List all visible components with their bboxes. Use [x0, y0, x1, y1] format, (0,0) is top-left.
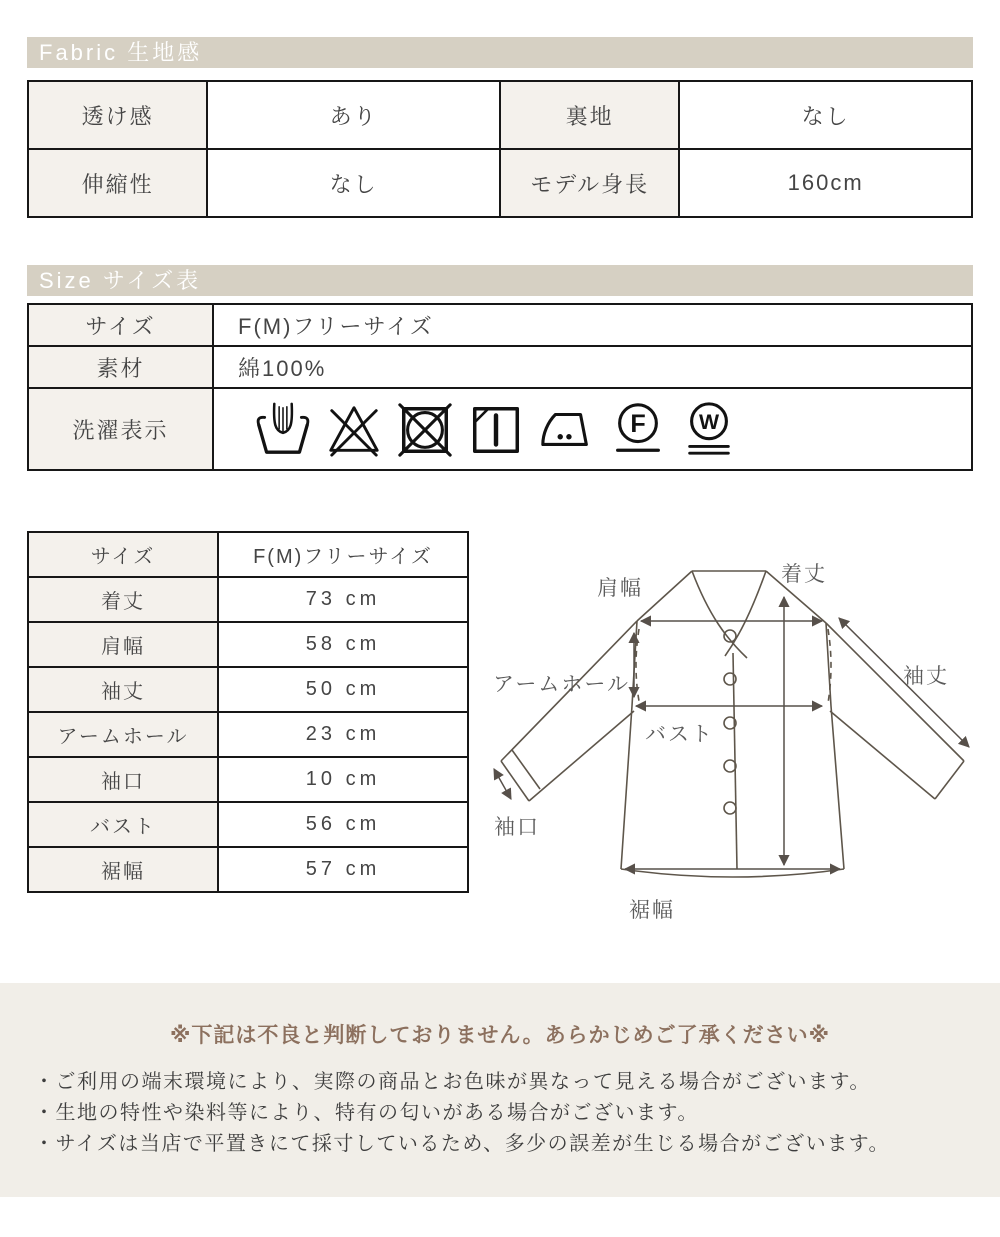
diagram-label-bust: バスト	[645, 723, 714, 746]
measure-value: 73 cm	[218, 577, 468, 622]
measurements-section	[27, 531, 973, 931]
material-label: 素材	[28, 346, 213, 388]
measure-value: 58 cm	[218, 622, 468, 667]
table-row	[28, 847, 468, 892]
measurements-table	[27, 531, 469, 893]
measure-value: 50 cm	[218, 667, 468, 712]
measure-label: 袖口	[28, 757, 218, 802]
iron-medium-2dots-icon	[538, 399, 596, 459]
table-row	[28, 802, 468, 847]
diagram-label-shoulder: 肩幅	[597, 577, 643, 600]
fabric-value: 160cm	[679, 149, 972, 217]
cuff-arrow	[494, 769, 511, 799]
measure-label: 袖丈	[28, 667, 218, 712]
do-not-bleach-icon	[325, 399, 383, 459]
table-row	[28, 149, 972, 217]
table-row	[28, 346, 972, 388]
measure-value: F(M)フリーサイズ	[218, 532, 468, 577]
shirt-outline	[501, 571, 964, 877]
fabric-section-title: Fabric 生地感	[39, 40, 203, 65]
professional-dry-clean-F-icon	[609, 399, 667, 459]
do-not-tumble-dry-icon	[396, 399, 454, 459]
measure-value: 57 cm	[218, 847, 468, 892]
notice-bullet: ・サイズは当店で平置きにて採寸しているため、多少の誤差が生じる場合がございます。	[34, 1133, 890, 1155]
material-value: 綿100%	[213, 346, 972, 388]
care-icons	[238, 399, 971, 459]
fabric-value: なし	[679, 81, 972, 149]
measure-label: バスト	[28, 802, 218, 847]
fabric-value: あり	[207, 81, 500, 149]
table-row	[28, 81, 972, 149]
table-row	[28, 622, 468, 667]
diagram-label-armhole: アームホール	[493, 673, 630, 696]
svg-text:W: W	[698, 410, 720, 434]
size-info-table	[27, 303, 973, 471]
fabric-label: 透け感	[28, 81, 207, 149]
fabric-label: 伸縮性	[28, 149, 207, 217]
fabric-label: 裏地	[500, 81, 679, 149]
measure-label: 裾幅	[28, 847, 218, 892]
diagram-label-length: 着丈	[781, 563, 827, 586]
measure-value: 56 cm	[218, 802, 468, 847]
notice-bullet: ・ご利用の端末環境により、実際の商品とお色味が異なって見える場合がございます。	[34, 1071, 871, 1093]
care-icons-cell	[213, 388, 972, 470]
measure-label: アームホール	[28, 712, 218, 757]
measure-value: 10 cm	[218, 757, 468, 802]
table-row	[28, 532, 468, 577]
product-info-page	[0, 37, 1000, 1197]
shade-line-dry-icon	[467, 399, 525, 459]
notice-bullet: ・生地の特性や染料等により、特有の匂いがある場合がございます。	[34, 1102, 699, 1124]
svg-text:F: F	[630, 409, 646, 438]
diagram-label-sleeve: 袖丈	[903, 665, 949, 688]
measure-arrows	[494, 597, 969, 869]
table-row	[28, 667, 468, 712]
table-row	[28, 304, 972, 346]
measure-label: サイズ	[28, 532, 218, 577]
table-row	[28, 757, 468, 802]
notice-list	[0, 1067, 1000, 1160]
fabric-table	[27, 80, 973, 218]
measure-value: 23 cm	[218, 712, 468, 757]
notice-section	[0, 983, 1000, 1197]
hand-wash-icon	[254, 399, 312, 459]
shirt-measurement-diagram	[479, 531, 973, 931]
table-row	[28, 388, 972, 470]
measure-label: 肩幅	[28, 622, 218, 667]
size-section-title: Size サイズ表	[39, 268, 202, 293]
diagram-label-hem: 裾幅	[629, 899, 675, 922]
professional-wet-clean-W-icon	[680, 399, 738, 459]
size-label: サイズ	[28, 304, 213, 346]
measure-label: 着丈	[28, 577, 218, 622]
diagram-label-cuff: 袖口	[494, 816, 540, 839]
size-section-header	[27, 265, 973, 296]
size-value: F(M)フリーサイズ	[213, 304, 972, 346]
fabric-section-header	[27, 37, 973, 68]
fabric-label: モデル身長	[500, 149, 679, 217]
fabric-value: なし	[207, 149, 500, 217]
notice-title: ※下記は不良と判断しておりません。あらかじめご了承ください※	[169, 1024, 831, 1047]
table-row	[28, 712, 468, 757]
table-row	[28, 577, 468, 622]
care-label: 洗濯表示	[28, 388, 213, 470]
